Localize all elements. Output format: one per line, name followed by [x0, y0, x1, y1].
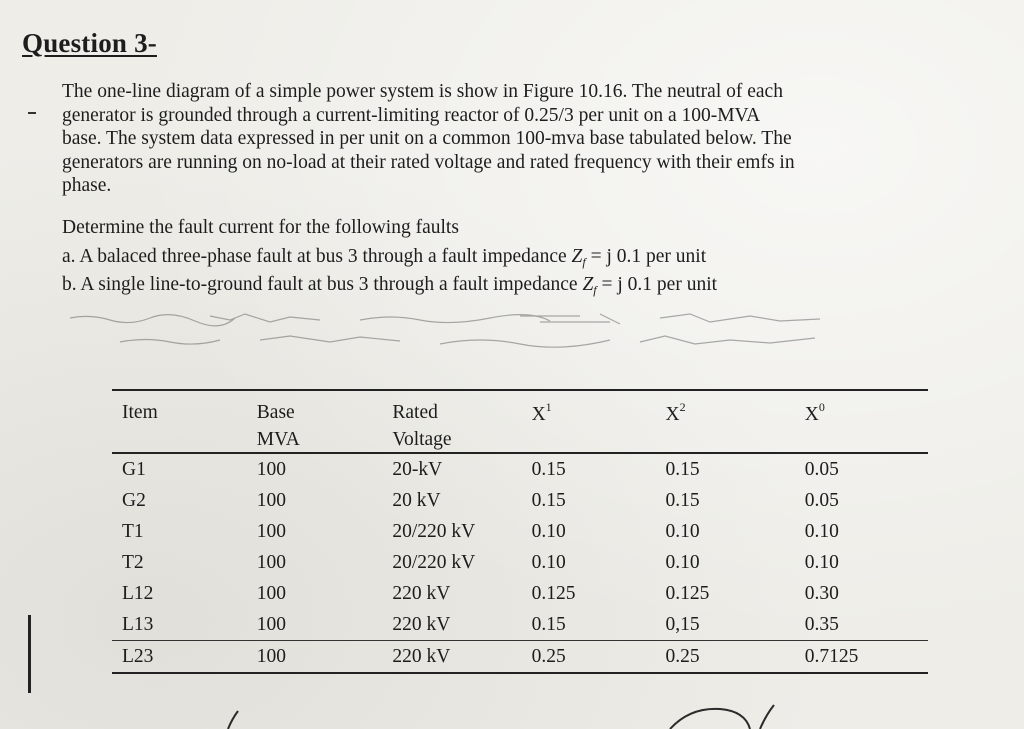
intro-line: phase. — [62, 175, 112, 196]
header-base-mva: MVA — [247, 428, 383, 453]
header-rated: Rated — [382, 390, 521, 428]
header-x0: $X^0$ — [795, 390, 928, 428]
question-title: Question 3- — [22, 28, 157, 58]
fault-impedance-symbol: Z — [582, 274, 594, 295]
fault-impedance-subscript: f — [593, 283, 597, 297]
margin-dash-mark — [28, 112, 36, 114]
header-item: Item — [112, 390, 247, 428]
table-header-row — [112, 390, 928, 428]
table-row: T1 100 20/220 kV 0.10 0.10 0.10 — [122, 520, 839, 542]
table-row: L12 100 220 kV 0.125 0.125 0.30 — [122, 582, 839, 604]
margin-bar-mark — [28, 615, 31, 693]
intro-line: base. The system data expressed in per unit on a common 100-mva base tabulated below. The — [62, 128, 792, 149]
table-row: G1 100 20-kV 0.15 0.15 0.05 — [122, 458, 839, 480]
table-row: L23 100 220 kV 0.25 0.25 0.7125 — [112, 641, 928, 674]
task-instruction: Determine the fault current for the following faults — [62, 217, 459, 238]
header-x2: $X^2$ — [655, 390, 794, 428]
task-b — [62, 274, 717, 298]
intro-line: generators are running on no-load at their rated voltage and rated frequency with their emfs in — [62, 151, 795, 173]
table-row: L13 100 220 kV 0.15 0,15 0.35 — [122, 613, 839, 635]
intro-line: generator is grounded through a current-limiting reactor of 0.25/3 per unit on a 100-MVA — [62, 104, 761, 126]
cut-off-handwriting — [0, 700, 1024, 729]
table-row: G2 100 20 kV 0.15 0.15 0.05 — [122, 489, 839, 511]
header-base: Base — [247, 390, 383, 428]
task-b-value: = j 0.1 per unit — [601, 274, 718, 295]
intro-line: The one-line diagram of a simple power system is show in Figure 10.16. The neutral of each — [62, 81, 783, 102]
task-a-value: = j 0.1 per unit — [590, 246, 707, 267]
illegible-smudge — [60, 306, 900, 354]
task-b-text: b. A single line-to-ground fault at bus 3 through a fault impedance — [62, 274, 578, 295]
fault-impedance-symbol: Z — [571, 246, 583, 267]
task-a-text: a. A balaced three-phase fault at bus 3 through a fault impedance — [62, 246, 567, 267]
header-x1: $X^1$ — [522, 390, 656, 428]
system-data-table — [112, 389, 928, 674]
task-a — [62, 246, 706, 270]
fault-impedance-subscript: f — [582, 255, 586, 269]
table-header-subrow — [112, 428, 928, 453]
table-row: T2 100 20/220 kV 0.10 0.10 0.10 — [122, 551, 839, 573]
header-voltage: Voltage — [382, 428, 521, 453]
question-intro — [62, 80, 982, 198]
